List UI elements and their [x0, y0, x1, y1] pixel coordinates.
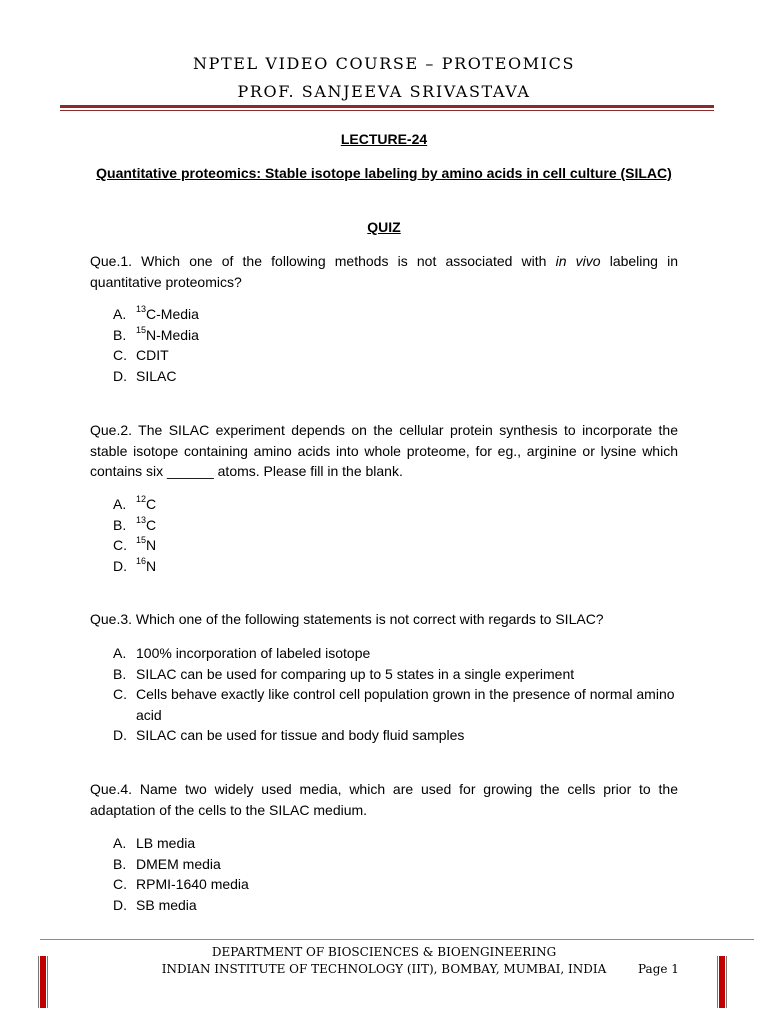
option-2c: C. $^{15}$N — [113, 535, 157, 553]
option-4c: C. RPMI-1640 media — [113, 876, 249, 892]
option-3c: C. Cells behave exactly like control cell population grown in the presence of normal amino acid — [113, 686, 675, 723]
course-title: NPTEL VIDEO COURSE – PROTEOMICS — [192, 54, 576, 73]
option-1d: D. SILAC — [113, 367, 177, 384]
option-3b: B. SILAC can be used for comparing up to 5 states in a single experiment — [113, 665, 575, 682]
question-2-options — [113, 494, 683, 576]
option-1b: B. $^{15}$N-Media — [113, 324, 199, 343]
lecture-subtitle: Quantitative proteomics: Stable isotope labeling by amino acids in cell culture (SILAC) — [96, 165, 672, 181]
question-1-italic: in vivo — [555, 253, 601, 269]
question-1-options — [113, 304, 683, 386]
page-header — [0, 50, 768, 106]
page-number: Page 1 — [638, 962, 679, 976]
question-4-options — [113, 833, 683, 915]
question-1 — [90, 251, 678, 292]
right-decor-bar — [717, 956, 727, 1008]
option-3a: A. 100% incorporation of labeled isotope — [113, 645, 371, 661]
option-4d: D. SB media — [113, 896, 197, 913]
footer-divider — [40, 939, 754, 940]
quiz-heading: QUIZ — [367, 219, 401, 235]
option-4a: A. LB media — [113, 835, 196, 851]
option-2d: D. $^{16}$N — [113, 555, 157, 574]
option-4b: B. DMEM media — [113, 855, 221, 872]
footer-department: DEPARTMENT OF BIOSCIENCES & BIOENGINEERING — [211, 945, 557, 959]
question-2: Que.2. The SILAC experiment depends on the cellular protein synthesis to incorporate the stable isotope containing amino acids into whole proteome, for eg., arginine or lysine which contains six ______ atoms. Please fill in the blank. — [90, 422, 678, 479]
option-1c: C. CDIT — [113, 347, 169, 363]
question-3: Que.3. Which one of the following statements is not correct with regards to SILAC? — [90, 611, 604, 627]
option-1a: A. $^{13}$C-Media — [113, 304, 199, 322]
professor-name: PROF. SANJEEVA SRIVASTAVA — [237, 82, 531, 101]
left-decor-bar — [38, 956, 48, 1008]
option-3d: D. SILAC can be used for tissue and body fluid samples — [113, 727, 465, 743]
header-divider — [60, 105, 714, 111]
question-4: Que.4. Name two widely used media, which are used for growing the cells prior to the adaptation of the cells to the SILAC medium. — [90, 781, 678, 818]
question-1-text: Que.1. Which one of the following methods is not associated with — [90, 253, 556, 269]
footer-institute: INDIAN INSTITUTE OF TECHNOLOGY (IIT), BOMBAY, MUMBAI, INDIA — [161, 962, 607, 976]
option-2b: B. $^{13}$C — [113, 514, 157, 533]
lecture-title: LECTURE-24 — [340, 131, 428, 147]
question-1-text-end: labeling in quantitative proteomics? — [90, 253, 679, 290]
option-2a: A. $^{12}$C — [113, 494, 157, 512]
question-3-options — [113, 643, 683, 746]
